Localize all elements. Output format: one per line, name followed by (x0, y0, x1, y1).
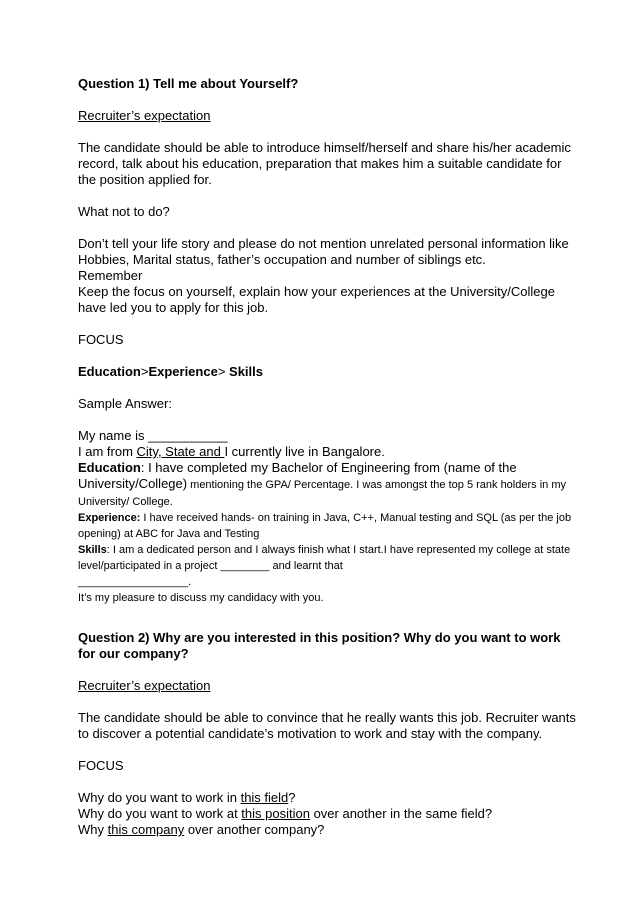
q1-what-not-heading: What not to do? (78, 204, 170, 219)
q2-focus-heading: FOCUS (78, 758, 124, 773)
q1-name-line: My name is ___________ (78, 428, 228, 443)
q1-skills-paragraph: Skills: I am a dedicated person and I always finish what I start.I have represented my college at state level/participated in a project ________ and learnt that (78, 544, 571, 572)
document-body (78, 76, 578, 838)
q1-remember-text: Keep the focus on yourself, explain how your experiences at the University/College have led you to apply for this job. (78, 284, 555, 315)
q1-skills-blank: __________________. (78, 576, 192, 588)
q1-what-not-text: Don’t tell your life story and please do not mention unrelated personal information like Hobbies, Marital status, father’s occupation and number of siblings etc. (78, 236, 569, 267)
q1-closing: It’s my pleasure to discuss my candidacy with you. (78, 592, 324, 604)
q2-expectation-text: The candidate should be able to convince that he really wants this job. Recruiter wants to discover a potential candidate’s motivation to work and stay with the company. (78, 710, 576, 741)
question-2-title: Question 2) Why are you interested in this position? Why do you want to work for our company? (78, 630, 561, 661)
question-1-title: Question 1) Tell me about Yourself? (78, 76, 299, 91)
q1-sample-answer-heading: Sample Answer: (78, 396, 172, 411)
q2-focus-line-1: Why do you want to work in this field? (78, 790, 296, 805)
q1-experience-paragraph: Experience: I have received hands- on training in Java, C++, Manual testing and SQL (as per the job opening) at ABC for Java and Testing (78, 512, 572, 540)
q1-focus-sequence: Education>Experience> Skills (78, 364, 263, 379)
q1-focus-heading: FOCUS (78, 332, 124, 347)
q1-recruiter-expectation-heading: Recruiter’s expectation (78, 108, 211, 123)
q1-remember-heading: Remember (78, 268, 143, 283)
q2-recruiter-expectation-heading: Recruiter’s expectation (78, 678, 211, 693)
q1-expectation-text: The candidate should be able to introduce himself/herself and share his/her academic record, talk about his education, preparation that makes him a suitable candidate for the position applied for. (78, 140, 571, 187)
q2-focus-line-3: Why this company over another company? (78, 822, 325, 837)
q1-education-paragraph: Education: I have completed my Bachelor of Engineering from (name of the University/College) mentioning the GPA/ Percentage. I was amongst the top 5 rank holders in my University/ College. (78, 460, 566, 508)
q2-focus-line-2: Why do you want to work at this position over another in the same field? (78, 806, 493, 821)
q1-from-line: I am from City, State and I currently live in Bangalore. (78, 444, 385, 459)
